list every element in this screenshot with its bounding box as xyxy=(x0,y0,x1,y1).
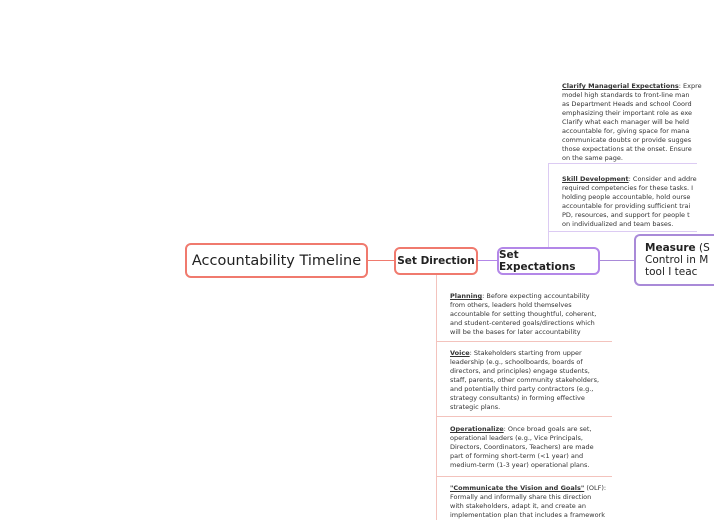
set-direction-label: Set Direction xyxy=(397,255,475,267)
note-title: Voice xyxy=(450,349,470,357)
note-operationalize[interactable]: Operationalize: Once broad goals are set, operational leaders (e.g., Vice Principals, Directors, Coordinators, Teachers) are made part of forming short-term (<1 year) and medium-term (1-3 year) operational plans. xyxy=(450,425,594,469)
note-title: Operationalize xyxy=(450,425,504,433)
measure-line-3: tool I teac xyxy=(645,266,698,278)
note-title: Planning xyxy=(450,292,483,300)
node-measure[interactable] xyxy=(634,234,714,286)
direction-to-expectations-connector xyxy=(478,260,497,261)
expectations-note-divider xyxy=(548,231,697,232)
measure-line-2: Control in M xyxy=(645,254,709,266)
root-to-direction-connector xyxy=(368,260,394,261)
note-voice[interactable]: Voice: Stakeholders starting from upper leadership (e.g., schoolboards, boards of directors, and principles) engage students, staff, parents, other community stakeholders, and potentially third party contractors (e.g., strategy consultants) in forming effective strategic plans. xyxy=(450,349,600,411)
note-planning[interactable]: Planning: Before expecting accountability from others, leaders hold themselves accountable for setting thoughtful, coherent, and student-centered goals/directions which will be the bases for later accountability xyxy=(450,292,597,336)
node-set-expectations[interactable] xyxy=(497,247,600,275)
direction-notes-stem xyxy=(436,275,437,520)
direction-note-divider xyxy=(436,416,612,417)
measure-title-suffix: (S xyxy=(695,242,710,254)
expectations-note-divider xyxy=(548,163,697,164)
direction-note-divider xyxy=(436,341,612,342)
measure-title: Measure xyxy=(645,242,696,254)
measure-line-1 xyxy=(645,242,710,254)
note-title: Skill Development xyxy=(562,175,629,183)
root-node-label: Accountability Timeline xyxy=(191,252,362,269)
note-title: Clarify Managerial Expectations xyxy=(562,82,679,90)
root-node-accountability-timeline[interactable] xyxy=(185,243,368,278)
direction-note-divider xyxy=(436,476,612,477)
note-skill-development[interactable]: Skill Development: Consider and addre required competencies for these tasks. I holding people accountable, hold ourse accountable for providing sufficient trai PD, resources, and support for people t on individualized and team bases. xyxy=(562,175,697,228)
note-clarify-managerial-expectations[interactable]: Clarify Managerial Expectations: Expre model high standards to front-line man as Department Heads and school Coord emphasizing their important role as exe Clarify what each manager will be held accountable for, giving space for mana communicate doubts or provide sugges those expectations at the onset. Ensure on the same page. xyxy=(562,82,702,162)
set-expectations-label: Set Expectations xyxy=(499,249,576,273)
expectations-notes-stem xyxy=(548,163,549,247)
note-communicate-vision-and-goals[interactable]: "Communicate the Vision and Goals" (OLF): Formally and informally share this direction with stakeholders, adapt it, and create an implementation plan that includes a framework xyxy=(450,484,607,519)
expectations-to-measure-connector xyxy=(600,260,634,261)
note-title: "Communicate the Vision and Goals" xyxy=(450,484,585,492)
node-set-direction[interactable] xyxy=(394,247,478,275)
